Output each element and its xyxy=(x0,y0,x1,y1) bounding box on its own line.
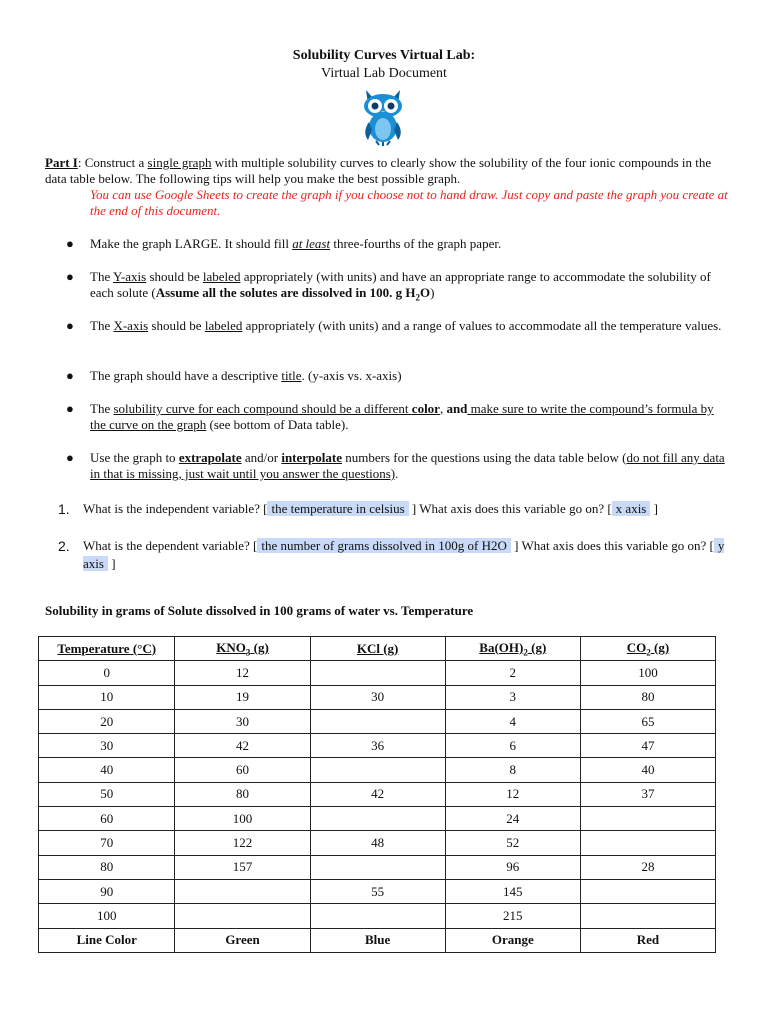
table-row xyxy=(39,709,716,733)
table-row xyxy=(39,855,716,879)
table-cell: Orange xyxy=(445,928,580,952)
table-cell: 52 xyxy=(445,831,580,855)
table-cell: 30 xyxy=(175,709,310,733)
table-cell: 40 xyxy=(39,758,175,782)
answer-field[interactable]: the temperature in celsius xyxy=(267,501,408,516)
table-cell xyxy=(310,855,445,879)
table-cell: 80 xyxy=(175,782,310,806)
solubility-table xyxy=(38,636,716,953)
table-row xyxy=(39,661,716,685)
table-cell: 24 xyxy=(445,807,580,831)
table-cell xyxy=(310,904,445,928)
table-cell: 145 xyxy=(445,879,580,903)
table-row xyxy=(39,904,716,928)
table-cell: 42 xyxy=(310,782,445,806)
table-cell: Red xyxy=(580,928,715,952)
table-cell: 60 xyxy=(175,758,310,782)
table-cell: 12 xyxy=(445,782,580,806)
table-cell: Blue xyxy=(310,928,445,952)
table-row xyxy=(39,758,716,782)
line-color-row xyxy=(39,928,716,952)
table-row xyxy=(39,782,716,806)
header-kcl: KCl (g) xyxy=(310,637,445,661)
table-title: Solubility in grams of Solute dissolved in 100 grams of water vs. Temperature xyxy=(45,603,474,618)
table-cell xyxy=(580,807,715,831)
answer-field[interactable]: the number of grams dissolved in 100g of H2O xyxy=(257,538,511,553)
part1-single-graph: single graph xyxy=(147,155,212,170)
table-cell: 80 xyxy=(39,855,175,879)
table-cell: 80 xyxy=(580,685,715,709)
part1-note: You can use Google Sheets to create the graph if you choose not to hand draw. Just copy and paste the graph you create at the end of this document. xyxy=(90,187,728,218)
table-cell: 28 xyxy=(580,855,715,879)
header-temperature: Temperature (°C) xyxy=(39,637,175,661)
table-cell xyxy=(580,879,715,903)
table-cell: 12 xyxy=(175,661,310,685)
table-cell: 2 xyxy=(445,661,580,685)
table-cell xyxy=(310,807,445,831)
header-kno3: $KNO_3$ (g) xyxy=(175,637,310,661)
table-cell: 215 xyxy=(445,904,580,928)
table-row xyxy=(39,831,716,855)
part1-label: Part I xyxy=(45,155,78,170)
document-subtitle: Virtual Lab Document xyxy=(321,66,447,81)
table-cell: 60 xyxy=(39,807,175,831)
table-cell: 4 xyxy=(445,709,580,733)
table-cell xyxy=(580,831,715,855)
table-cell: 30 xyxy=(310,685,445,709)
table-cell xyxy=(310,709,445,733)
table-cell: 90 xyxy=(39,879,175,903)
part1-intro-b: with multiple solubility curves to clearly show the solubility of the four ionic compounds in the data table below. The following tips will help you make the best possible graph. xyxy=(45,155,712,186)
table-cell: 47 xyxy=(580,734,715,758)
table-cell: 20 xyxy=(39,709,175,733)
table-cell: 40 xyxy=(580,758,715,782)
document-title: Solubility Curves Virtual Lab: xyxy=(292,48,476,63)
table-row xyxy=(39,807,716,831)
table-cell: 100 xyxy=(175,807,310,831)
table-cell: 0 xyxy=(39,661,175,685)
table-cell: Line Color xyxy=(39,928,175,952)
table-cell xyxy=(175,904,310,928)
table-cell: 100 xyxy=(39,904,175,928)
table-cell: 55 xyxy=(310,879,445,903)
table-row xyxy=(39,685,716,709)
table-cell xyxy=(310,758,445,782)
table-cell: 8 xyxy=(445,758,580,782)
table-cell: 70 xyxy=(39,831,175,855)
table-row xyxy=(39,879,716,903)
table-cell: 36 xyxy=(310,734,445,758)
header-baoh2: $Ba(OH)_2$ (g) xyxy=(445,637,580,661)
table-cell: 30 xyxy=(39,734,175,758)
table-cell: 65 xyxy=(580,709,715,733)
table-cell: 37 xyxy=(580,782,715,806)
part1-intro-a: : Construct a xyxy=(77,155,148,170)
table-cell: 19 xyxy=(175,685,310,709)
table-cell: 10 xyxy=(39,685,175,709)
table-cell: 122 xyxy=(175,831,310,855)
table-cell: 50 xyxy=(39,782,175,806)
header-co2: $CO_2$ (g) xyxy=(580,637,715,661)
table-cell xyxy=(175,879,310,903)
table-row xyxy=(39,734,716,758)
table-cell: 6 xyxy=(445,734,580,758)
table-header-row xyxy=(39,637,716,661)
table-cell xyxy=(580,904,715,928)
table-cell: Green xyxy=(175,928,310,952)
owl-logo-icon xyxy=(358,84,408,146)
table-cell: 42 xyxy=(175,734,310,758)
table-cell: 96 xyxy=(445,855,580,879)
table-cell: 100 xyxy=(580,661,715,685)
answer-field[interactable]: y axis xyxy=(83,538,725,571)
answer-field[interactable]: x axis xyxy=(612,501,651,516)
table-cell: 3 xyxy=(445,685,580,709)
table-cell xyxy=(310,661,445,685)
table-cell: 157 xyxy=(175,855,310,879)
part1-instructions xyxy=(45,155,735,219)
table-cell: 48 xyxy=(310,831,445,855)
